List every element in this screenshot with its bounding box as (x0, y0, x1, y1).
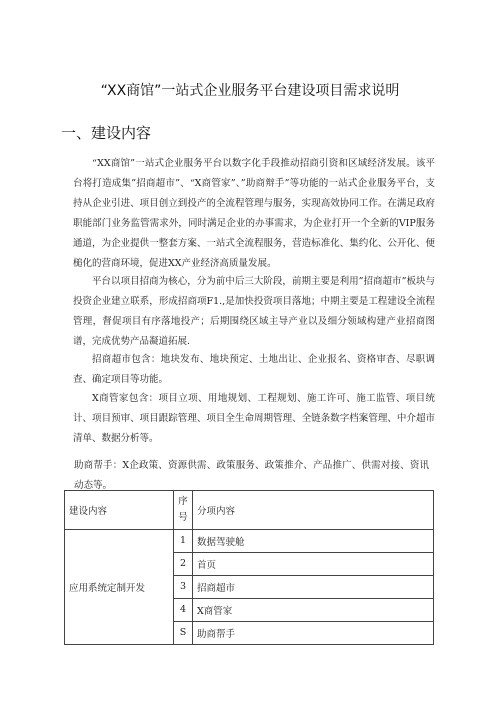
row-seq: 1 (174, 530, 193, 553)
header-sub: 分项内容 (193, 491, 434, 530)
paragraph-business-helper: 助商帮手：X企政策、资源供需、政策服务、政策推介、产品推广、供需对接、资讯动态等。 (74, 460, 429, 491)
row-sub: 首页 (193, 553, 434, 576)
row-sub: 数据驾驶舱 (193, 530, 434, 553)
header-seq: 序号 (174, 491, 193, 530)
paragraph-phases: 平台以项目招商为核心，分为前中后三大阶段，前期主要是利用”招商超市”板块与投资企业建立联系，形成招商项F1.,是加快投资项目落地；中期主要是工程建设全流程管理，督促项目有序落地投产；后期围绕区域主导产业以及细分领域构建产业招商图谱，完成优势产品凝道拓展. (73, 276, 435, 347)
table-header-row (65, 491, 434, 530)
row-seq: 3 (174, 576, 193, 599)
table-row (65, 530, 434, 553)
document-title: “XX商馆”一站式企业服务平台建设项目需求说明 (100, 83, 400, 99)
paragraph-investment-market: 招商超市包含：地块发布、地块预定、土地出让、企业报名、资格审杳、尽职调查、确定项目等功能。 (73, 354, 435, 385)
group-label: 应用系统定制开发 (65, 530, 174, 645)
paragraph-overview: “XX商馆”一站式企业服务平台以数字化手段推动招商引资和区域经济发展。该平台将打造成集”招商超市”、“X商管家”、”助商辩手”等功能的一站式企业服务平台，支持从企业引进、项目创立到投产的全流程管理与服务，实现高效协同工作。在满足政府职能部门业务监管需求外，同时满足企业的办事需求，为企业打开一个全新的VIP服务通道，为企业提供一整套方案、一站式全流程服务，营造标准化、集约化、公开化、便槌化的营商环境，促进XX产业经济高质量发展。 (73, 158, 435, 269)
header-content: 建设内容 (65, 491, 174, 530)
paragraph-business-butler: X商管家包含：项目立项、用地规划、工程规划、施工许可、施工监管、项目统计、项目预审、项目跟踪管理、项目全生命周期管理、全链条数字档案管理、中介超市清单、数据分析等。 (73, 393, 435, 444)
row-seq: 2 (174, 553, 193, 576)
row-sub: 招商超市 (193, 576, 434, 599)
row-sub: X商管家 (193, 599, 434, 622)
requirements-table (64, 490, 434, 645)
row-seq: 4 (174, 599, 193, 622)
row-sub: 助商帮手 (193, 622, 434, 645)
row-seq: S (174, 622, 193, 645)
section-heading: 一、建设内容 (61, 124, 152, 142)
